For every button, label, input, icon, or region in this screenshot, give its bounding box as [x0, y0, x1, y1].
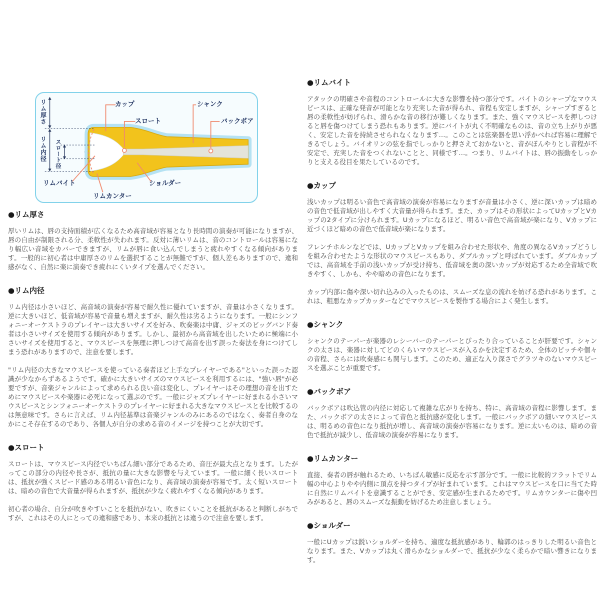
mouthpiece-body — [88, 127, 248, 176]
rim-bite-label: リムバイト — [43, 179, 76, 187]
section-rim-inner-diameter — [8, 286, 298, 429]
paragraph: フレンチホルンなどでは、UカップとVカップを組み合わせた形状や、角度の異なるVカップどうしを組み合わせたような形状のマウスピースもあり、ダブルカップと呼ばれています。ダブルカップでは、高音域を手前の浅いカップが受け持ち、低音域を奥の深いカップが対応するため全音域で吹きやすく、しかも、やや暗めの音色になります。 — [307, 243, 597, 278]
section-heading: ●ショルダー — [307, 521, 351, 530]
rim-inner-diameter-label: リム内径 — [39, 136, 46, 162]
section-heading: ●シャンク — [307, 320, 344, 329]
section-heading: ●カップ — [307, 181, 336, 190]
paragraph: シャンクのテーパーが楽器のレシーバーのテーパーとぴったり合っていることが肝要です。シャンクの太さは、楽器に対してどのくらいマウスピースが入るかを決定するため、全体のピッチや個々の音程、さらには吹奏感にも関与します。このため、適正な入り深さでグラツキのないマウスピースを選ぶことが重要です。 — [307, 337, 597, 372]
section-cup — [307, 181, 597, 306]
section-heading: ●リム内径 — [8, 286, 45, 295]
paragraph: アタックの明確さや音程のコントロールに大きな影響を持つ部分です。バイトのシャープなマウスピースは、正確な発音が可能となり充実した音が得られ、音程も安定しますが、シャープすぎると唇の柔軟性が妨げられ、滑らかな音の移行が難しくなります。また、強くマウスピースを押しつけると唇を傷つけてしまう恐れもあります。逆にバイトが丸く不明確なものは、音の立ち上がりが悪く、安定した音を持続させられなくなります…。このことは弦楽器を思い浮かべれば容易に理解できるでしょう。バイオリンの弦を指でしっかりと押さえておかないと、音がぼんやりとし音程が不安定で、充実した音をつくれないことと、同様です…。つまり、リムバイトは、唇の振動をしっかりと支える役目を果たしているのです。 — [307, 95, 597, 166]
rim-contour-label: リムカンター — [93, 192, 132, 200]
rim-thickness-label: リム厚さ — [39, 99, 46, 125]
cup-label: カップ — [115, 100, 135, 108]
section-throat — [8, 443, 298, 523]
mouthpiece-diagram-panel — [35, 92, 258, 203]
right-column — [307, 0, 597, 600]
paragraph: 初心者の場合、自分が吹きやすいことを抵抗がない、吹きにくいことを抵抗があると判断しがちですが、これはその人にとっての違和感であり、本来の抵抗とは違うので注意を要します。 — [8, 505, 298, 522]
section-heading: ●リム厚さ — [8, 210, 45, 219]
paragraph: バックボアは吹込管の内径に対応して複雑な広がりを持ち、特に、高音域の音程に影響します。また、バックボアの太さによって音色と抵抗感が変化します。一般にバックボアの細いマウスピースは、明るめの音色になり抵抗が増し、高音域の演奏が容易になります。逆に太いものは、暗めの音色で抵抗が減少し、低音域の演奏が容易になります。 — [307, 404, 597, 439]
paragraph: 一般にUカップは鋭いショルダーを持ち、適度な抵抗感があり、輪郭のはっきりした明るい音色となります。また、Vカップは丸く滑らかなショルダーで、抵抗が少なく柔らかで暗い響きになります。 — [307, 538, 597, 564]
section-heading: ●スロート — [8, 443, 45, 452]
paragraph: カップ内部に傷や深い切れ込みの入ったものは、スムーズな息の流れを妨げる恐れがあります。これは、粗悪なカップカッターなどでマウスピースを製作する場合によく発生します。 — [307, 288, 597, 305]
section-rim-contour — [307, 454, 597, 507]
section-rim-bite — [307, 78, 597, 167]
section-shank — [307, 320, 597, 373]
left-column — [8, 0, 298, 600]
paragraph: スロートは、マウスピース内径でいちばん細い部分であるため、音圧が最大点となります。したがってこの部分の内径や長さが、抵抗の量に大きな影響を与えています。一般に細く長いスロートは、抵抗が強くスピード感のある明るい音色になり、高音域の演奏が容易です。太く短いスロートは、暗めの音色で大音量が得られますが、抵抗が少なく疲れやすくなる傾向があります。 — [8, 460, 298, 495]
paragraph: "リム内径の大きなマウスピースを使っている奏者ほど上手なプレイヤーである"といった誤った認識が少なからずあるようです。確かに大きいサイズのマウスピースを利用するには、"強い唇"が必要ですが、音楽ジャンルによって求められる良い音は変化し、プレイヤーはその理想の音を出すためにマウスピースや楽器に必死になって選ぶのです。一般にジャズプレイヤーに好まれる小さいマウスピースとシンフォニーオーケストラのプレイヤーに好まれる大きなマウスピースとを比較するのは無意味です。さらに言えば、リム内径基準は音楽ジャンルのみにあるのではなく、奏者自身のなかにこそ存在するのであり、各個人が自分の求める音のイメージを持つことが大切です。 — [8, 366, 298, 428]
paragraph: 直接、奏者の唇が触れるため、いちばん敏感に反応を示す部分です。一般に比較的フラットでリム幅の中心よりやや内側に頂点を持つタイプが好まれています。これはマウスピースを口に当てた時に自然にリムバイトを意識することができ、安定感が生まれるためです。リムカウンターに傷や凹みがあると、唇のスムーズな振動を妨げるため注意しましょう。 — [307, 471, 597, 506]
throat-label: スロート — [135, 117, 161, 125]
section-heading: ●バックボア — [307, 387, 352, 396]
section-heading: ●リムカンター — [307, 454, 359, 463]
section-heading: ●リムバイト — [307, 78, 352, 87]
paragraph: 浅いカップは明るい音色で高音域の演奏が容易になりますが音量は小さく、逆に深いカップは暗めの音色で低音域が出しやすく大音量が得られます。また、カップはその形状によってUカップとVカップの2タイプに分けられます。Uカップになるほど、明るい音色で高音域が楽になり、Vカップに近づくほど暗めの音色で低音域が楽になります。 — [307, 198, 597, 233]
shoulder-label: ショルダー — [149, 179, 182, 187]
backbore-label: バックボア — [221, 117, 254, 125]
section-rim-thickness — [8, 210, 298, 272]
paragraph: リム内径は小さいほど、高音域の演奏が容易で耐久性に優れていますが、音量は小さくなります。逆に大きいほど、低音域が容易で音量も増えますが、耐久性は劣るようになります。一般にシンフォニーオーケストラのプレイヤーは大きいサイズを好み、吹奏楽は中庸、ジャズのビッグバンド奏者は小さいサイズを使用する傾向があります。しかし、最初から高音域を出したいために極端に小さいサイズを使用すると、マウスピースを無理に押しつけて高音を出す誤った奏法を身につけてしまう恐れがありますので、注意を要します。 — [8, 303, 298, 356]
throat-diameter-label: スロート径 — [54, 139, 61, 169]
paragraph: 厚いリムは、唇の支持面積が広くなるため高音域が容易となり長時間の演奏が可能になりますが、唇の自由が制限される分、柔軟性が失われます。反対に薄いリムは、音のコントロールは容易になり幅広い音域をカバーできますが、リムが唇に食い込んでしまうと疲れやすくなる傾向があります。一般的に初心者は中庸厚さのリムを選択することが無難ですが、個人差もありますので、違和感がなく、自然に楽に演奏でき疲れにくいタイプを選んでください。 — [8, 227, 298, 271]
backbore-marker — [209, 149, 213, 153]
section-shoulder — [307, 521, 597, 565]
section-backbore — [307, 387, 597, 440]
throat-marker — [122, 148, 126, 152]
shank-label: シャンク — [197, 100, 223, 108]
